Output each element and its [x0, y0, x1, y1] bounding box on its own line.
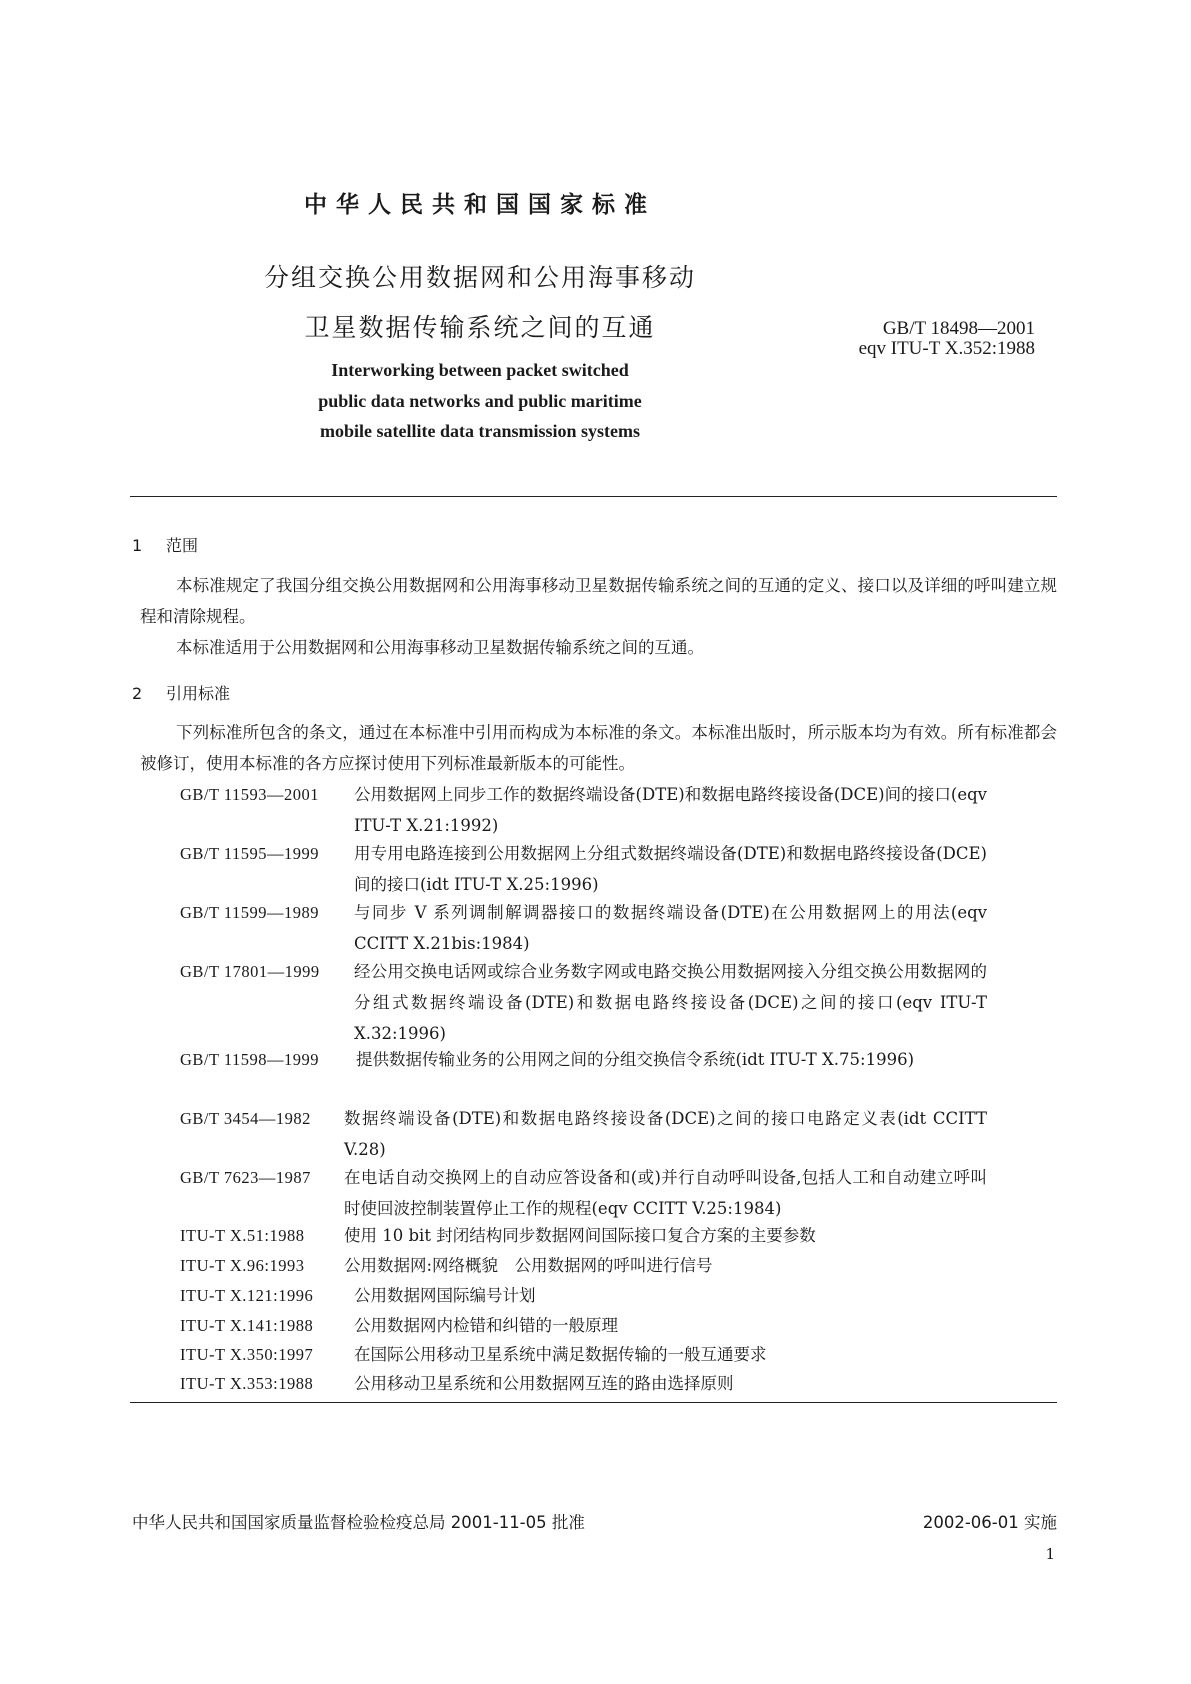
reference-code: ITU-T X.350:1997: [180, 1345, 314, 1364]
title-zh-line-1: 分组交换公用数据网和公用海事移动: [263, 263, 696, 292]
reference-code: ITU-T X.353:1988: [180, 1374, 314, 1393]
section-2-title: 引用标准: [166, 684, 231, 703]
standard-number: GB/T 18498—2001: [882, 318, 1035, 339]
reference-title: 公用数据网:网络概貌 公用数据网的呼叫进行信号: [344, 1256, 713, 1275]
reference-code: ITU-T X.121:1996: [180, 1286, 314, 1305]
reference-code: ITU-T X.51:1988: [180, 1226, 305, 1245]
reference-code: GB/T 17801—1999: [180, 962, 320, 981]
section-1-heading: [132, 533, 198, 556]
reference-code: GB/T 11595—1999: [180, 844, 320, 863]
reference-title: 在国际公用移动卫星系统中满足数据传输的一般互通要求: [354, 1345, 767, 1364]
reference-code: GB/T 11593—2001: [180, 785, 320, 804]
reference-title: 提供数据传输业务的公用网之间的分组交换信令系统(idt ITU-T X.75:1996): [356, 1050, 915, 1069]
reference-title: 经公用交换电话网或综合业务数字网或电路交换公用数据网接入分组交换公用数据网的分组式数据终端设备(DTE)和数据电路终接设备(DCE)之间的接口(eqv ITU-T X.32:1996): [354, 962, 987, 1043]
reference-code: GB/T 11598—1999: [180, 1050, 320, 1069]
reference-code: GB/T 3454—1982: [180, 1109, 311, 1128]
reference-title: 公用移动卫星系统和公用数据网互连的路由选择原则: [354, 1374, 734, 1393]
section-1-number: 1: [132, 536, 143, 555]
reference-title: 与同步 V 系列调制解调器接口的数据终端设备(DTE)在公用数据网上的用法(eqv CCITT X.21bis:1984): [354, 903, 987, 953]
section-1-paragraph-1: 本标准规定了我国分组交换公用数据网和公用海事移动卫星数据传输系统之间的互通的定义、接口以及详细的呼叫建立规程和清除规程。: [140, 576, 1057, 626]
standard-equivalence: eqv ITU-T X.352:1988: [858, 338, 1035, 359]
standard-category-title: 中华人民共和国国家标准: [304, 192, 656, 218]
title-en-line-1: Interworking between packet switched: [331, 360, 629, 380]
reference-title: 公用数据网上同步工作的数据终端设备(DTE)和数据电路终接设备(DCE)间的接口(eqv ITU-T X.21:1992): [354, 785, 987, 835]
reference-title: 公用数据网国际编号计划: [354, 1286, 536, 1305]
approval-line: 中华人民共和国国家质量监督检验检疫总局 2001-11-05 批准: [132, 1513, 585, 1532]
title-zh-line-2: 卫星数据传输系统之间的互通: [304, 313, 656, 342]
section-2-number: 2: [132, 684, 143, 703]
header-divider: [130, 496, 1057, 497]
reference-title: 使用 10 bit 封闭结构同步数据网间国际接口复合方案的主要参数: [344, 1226, 816, 1245]
page-number: 1: [1045, 1545, 1055, 1563]
reference-code: ITU-T X.96:1993: [180, 1256, 305, 1275]
reference-title: 在电话自动交换网上的自动应答设备和(或)并行自动呼叫设备,包括人工和自动建立呼叫时使回波控制装置停止工作的规程(eqv CCITT V.25:1984): [344, 1168, 987, 1218]
reference-title: 公用数据网内检错和纠错的一般原理: [354, 1316, 618, 1335]
reference-code: GB/T 7623—1987: [180, 1168, 311, 1187]
footer-divider: [130, 1402, 1057, 1403]
title-en-line-3: mobile satellite data transmission systems: [320, 421, 640, 441]
section-1-title: 范围: [166, 536, 199, 555]
reference-code: ITU-T X.141:1988: [180, 1316, 314, 1335]
section-1-paragraph-2: 本标准适用于公用数据网和公用海事移动卫星数据传输系统之间的互通。: [176, 638, 704, 657]
reference-title: 用专用电路连接到公用数据网上分组式数据终端设备(DTE)和数据电路终接设备(DCE)间的接口(idt ITU-T X.25:1996): [354, 844, 987, 894]
implementation-date: 2002-06-01 实施: [922, 1513, 1057, 1532]
title-en-line-2: public data networks and public maritime: [318, 391, 642, 411]
reference-title: 数据终端设备(DTE)和数据电路终接设备(DCE)之间的接口电路定义表(idt CCITT V.28): [344, 1109, 987, 1159]
section-2-paragraph-1: 下列标准所包含的条文，通过在本标准中引用而构成为本标准的条文。本标准出版时，所示版本均为有效。所有标准都会被修订，使用本标准的各方应探讨使用下列标准最新版本的可能性。: [140, 723, 1057, 773]
reference-code: GB/T 11599—1989: [180, 903, 320, 922]
section-2-heading: [132, 681, 230, 704]
